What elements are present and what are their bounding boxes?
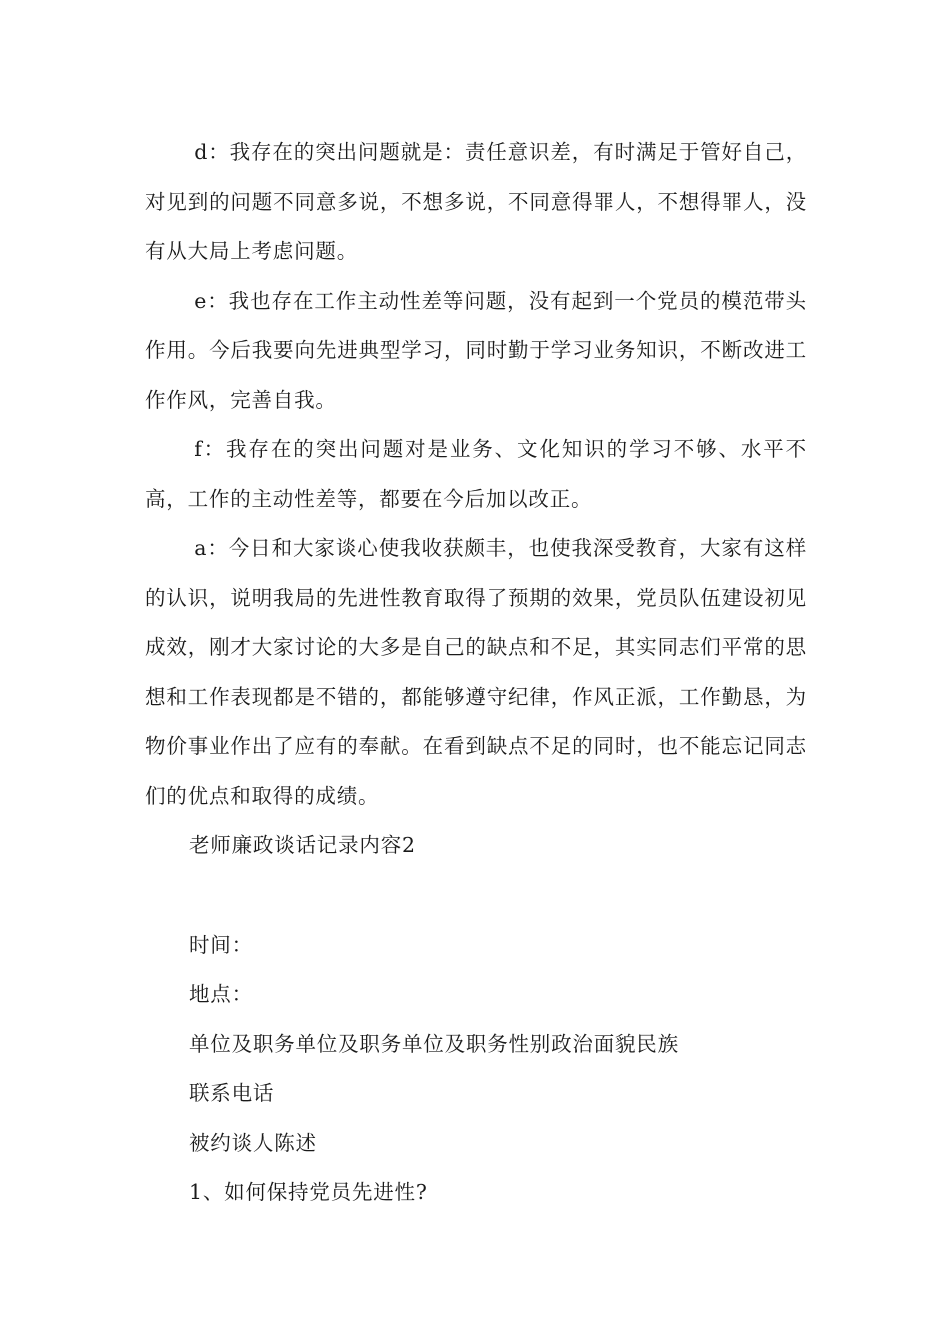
unit-row-label: 单位及职务单位及职务单位及职务性别政治面貌民族 bbox=[189, 1031, 679, 1056]
paragraph-a: a：今日和大家谈心使我收获颇丰，也使我深受教育，大家有这样的认识，说明我局的先进性教育取得了预期的效果，党员队伍建设初见成效，刚才大家讨论的大多是自己的缺点和不足，其实同志们平常的思想和工作表现都是不错的，都能够遵守纪律，作风正派，工作勤恳，为物价事业作出了应有的奉献。在看到缺点不足的同时，也不能忘记同志们的优点和取得的成绩。 bbox=[145, 536, 807, 808]
paragraph-d: d：我存在的突出问题就是：责任意识差，有时满足于管好自己，对见到的问题不同意多说，不想多说，不同意得罪人，不想得罪人，没有从大局上考虑问题。 bbox=[145, 140, 807, 263]
phone-label: 联系电话 bbox=[189, 1081, 275, 1105]
statement-label: 被约谈人陈述 bbox=[189, 1130, 317, 1155]
paragraph-f: f：我存在的突出问题对是业务、文化知识的学习不够、水平不高，工作的主动性差等，都要在今后加以改正。 bbox=[145, 437, 807, 511]
paragraph-e: e：我也存在工作主动性差等问题，没有起到一个党员的模范带头作用。今后我要向先进典型学习，同时勤于学习业务知识，不断改进工作作风，完善自我。 bbox=[145, 288, 807, 412]
blank-gap bbox=[145, 871, 807, 921]
document-body bbox=[145, 128, 807, 1218]
place-label: 地点： bbox=[189, 982, 253, 1006]
time-label: 时间： bbox=[189, 932, 253, 957]
section-title: 老师廉政谈话记录内容2 bbox=[189, 833, 416, 857]
question-1: 1、如何保持党员先进性? bbox=[189, 1180, 428, 1204]
